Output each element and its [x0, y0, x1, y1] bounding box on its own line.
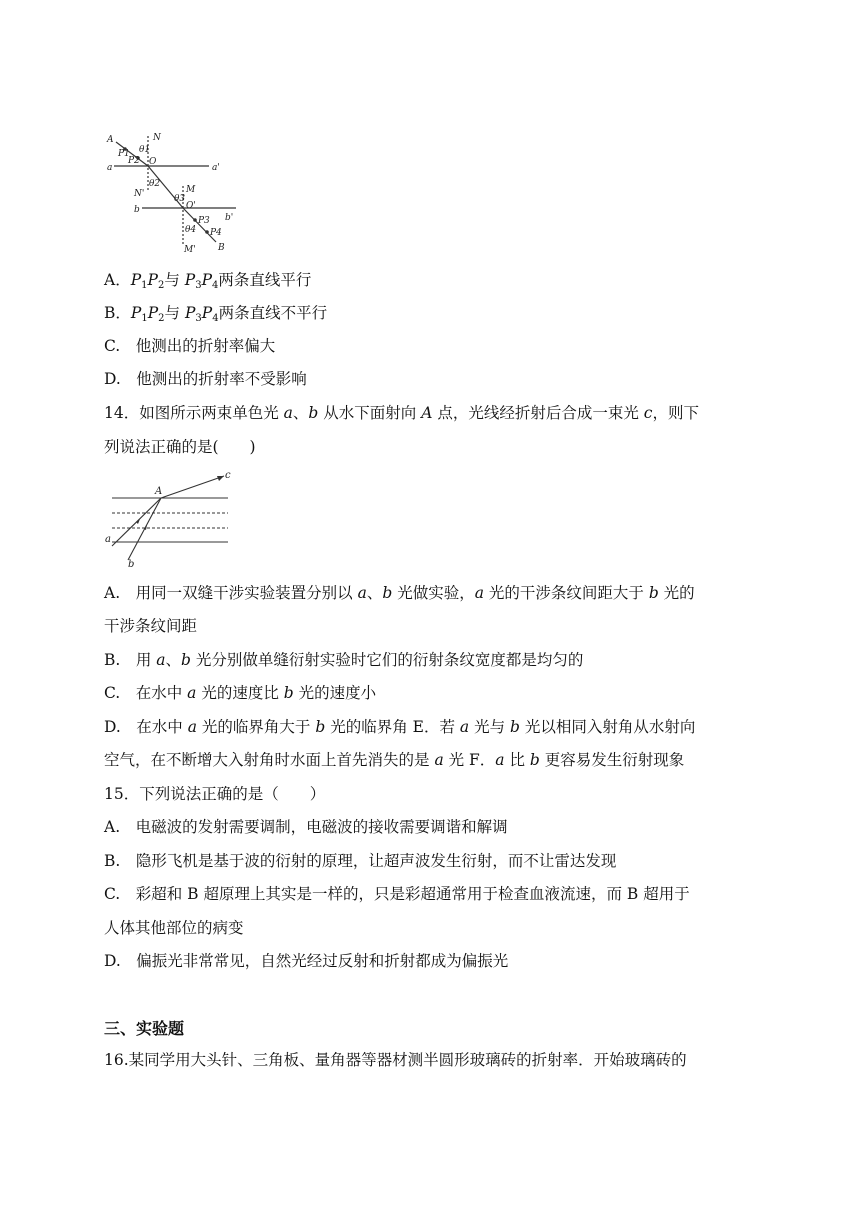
- refraction-slab-figure: [104, 128, 244, 254]
- q13-option-b: B．$P_1P_2$与 $P_3P_4$两条直线不平行: [104, 304, 328, 324]
- fig1-label-b-prime: b': [225, 213, 234, 223]
- fig1-label-theta1: θ1: [139, 145, 151, 155]
- fig1-label-a: a: [107, 163, 113, 173]
- q15-option-c-line1: C. 彩超和 B 超原理上其实是一样的，只是彩超通常用于检查血液流速，而 B 超用于: [104, 885, 690, 903]
- fig1-label-P3: P3: [198, 216, 210, 226]
- fig1-label-P2: P2: [128, 156, 140, 166]
- fig1-label-P4: P4: [210, 228, 222, 238]
- fig1-label-O-prime: O': [186, 201, 196, 211]
- fig1-label-a-prime: a': [212, 163, 220, 173]
- fig1-label-theta3: θ3: [174, 194, 186, 204]
- q14-option-d-line2: 空气，在不断增大入射角时水面上首先消失的是 a 光 F．a 比 b 更容易发生衍射现象: [104, 751, 685, 769]
- q13-option-a: A．$P_1P_2$与 $P_3P_4$两条直线平行: [104, 271, 312, 291]
- q14-option-d-line1: D. 在水中 a 光的临界角大于 b 光的临界角 E．若 a 光与 b 光以相同入射角从水射向: [104, 718, 696, 736]
- q13-option-c: C. 他测出的折射率偏大: [104, 337, 276, 355]
- q15-option-a: A. 电磁波的发射需要调制，电磁波的接收需要调谐和解调: [104, 818, 508, 836]
- fig1-label-A: A: [107, 135, 114, 145]
- fig2-label-A: A: [155, 486, 163, 497]
- fig2-label-a: a: [105, 534, 111, 545]
- q15-option-b: B. 隐形飞机是基于波的衍射的原理，让超声波发生衍射，而不让雷达发现: [104, 852, 617, 870]
- fig1-label-O: O: [149, 157, 157, 167]
- fig1-label-N: N: [153, 133, 161, 143]
- fig1-label-theta4: θ4: [185, 225, 197, 235]
- section-heading: 三、实验题: [104, 1019, 185, 1038]
- q15-option-c-line2: 人体其他部位的病变: [104, 919, 244, 937]
- fig1-label-B: B: [218, 243, 225, 253]
- fig1-label-P1: P1: [118, 149, 130, 159]
- q14-option-a-line2: 干涉条纹间距: [104, 617, 198, 635]
- fig1-label-theta2: θ2: [149, 179, 161, 189]
- q15-option-d: D. 偏振光非常常见，自然光经过反射和折射都成为偏振光: [104, 952, 509, 970]
- q16-line1: 16.某同学用大头针、三角板、量角器等器材测半圆形玻璃砖的折射率．开始玻璃砖的: [104, 1051, 687, 1069]
- q14-option-a-line1: A. 用同一双缝干涉实验装置分别以 a、b 光做实验，a 光的干涉条纹间距大于 b 光的: [104, 584, 695, 602]
- fig2-label-c: c: [225, 470, 231, 481]
- fig1-label-b: b: [134, 205, 140, 215]
- q14-option-c: C. 在水中 a 光的速度比 b 光的速度小: [104, 684, 377, 702]
- fig1-label-N-prime: N': [134, 189, 145, 199]
- fig1-label-M-prime: M': [184, 245, 196, 254]
- q15-stem: 15．下列说法正确的是（ ）: [104, 785, 326, 803]
- q14-stem-line1: 14．如图所示两束单色光 a、b 从水下面射向 A 点，光线经折射后合成一束光 c，则下: [104, 404, 699, 422]
- q14-option-b: B. 用 a、b 光分别做单缝衍射实验时它们的衍射条纹宽度都是均匀的: [104, 651, 584, 669]
- fig2-label-b: b: [128, 559, 135, 568]
- fig1-label-M: M: [186, 185, 196, 195]
- q13-option-d: D. 他测出的折射率不受影响: [104, 370, 307, 388]
- water-refraction-figure: [104, 468, 234, 568]
- q14-stem-line2: 列说法正确的是( ): [104, 438, 256, 456]
